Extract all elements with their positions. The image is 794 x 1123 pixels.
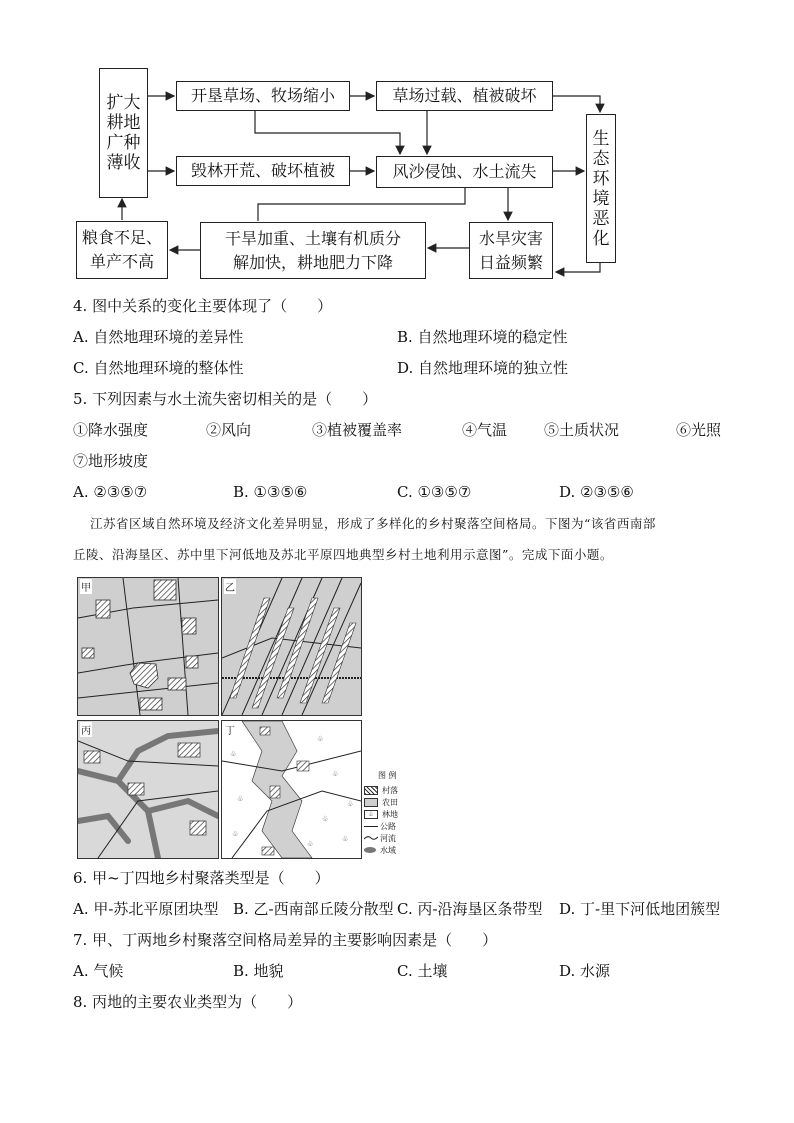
flow-box-eco-deterioration [586,114,616,263]
map-legend [364,770,424,856]
map-bing [77,720,219,859]
svg-text:♧: ♧ [332,770,339,778]
svg-text:♧: ♧ [237,795,244,803]
flow-text: 单产不高 [89,252,154,271]
flow-text: 化 [592,228,610,249]
q5-option-a[interactable]: A. ②③⑤⑦ [73,483,148,501]
intro-line-1: 江苏省区域自然环境及经济文化差异明显，形成了多样化的乡村聚落空间格局。下图为“该省西南部 [90,516,656,531]
legend-label: 水域 [380,845,396,855]
q5-factor-5: ⑤土质状况 [544,421,620,439]
legend-forest [364,808,424,820]
legend-label: 村落 [382,785,398,795]
intro-line-2: 丘陵、沿海垦区、苏中里下河低地及苏北平原四地典型乡村土地利用示意图”。完成下面小题。 [73,547,613,562]
q5-option-d[interactable]: D. ②③⑤⑥ [559,483,634,501]
farmland-swatch [364,798,378,807]
map-jia [77,577,219,716]
legend-title: 图 例 [378,771,397,780]
flow-text: 薄收 [106,153,141,173]
map-ding [221,720,362,859]
svg-text:♧: ♧ [347,800,354,808]
svg-text:♧: ♧ [307,840,314,848]
flow-box-disasters [469,222,553,279]
svg-text:♧: ♧ [322,815,329,823]
q4-option-a[interactable]: A. 自然地理环境的差异性 [73,328,244,346]
svg-text:♧: ♧ [230,750,237,758]
flow-text: 水旱灾害 [478,228,543,248]
flow-text: 恶 [592,208,610,229]
map-jia-drawing [78,578,218,715]
flow-text: 耕地 [106,113,141,133]
q5-factor-7: ⑦地形坡度 [73,452,149,470]
q6-option-a[interactable]: A. 甲-苏北平原团块型 [73,900,219,918]
legend-label: 林地 [382,809,398,819]
legend-label: 公路 [380,821,396,831]
tree-icon: ♧ [364,810,378,819]
legend-road [364,820,424,832]
q7-option-a[interactable]: A. 气候 [73,962,124,980]
q5-factor-2: ②风向 [206,421,252,439]
q7-stem: 7. 甲、丁两地乡村聚落空间格局差异的主要影响因素是（ ） [73,931,498,949]
q8-stem: 8. 丙地的主要农业类型为（ ） [73,993,303,1011]
map-yi-drawing [222,578,361,715]
legend-village [364,784,424,796]
flow-box-reclaim-grassland: 开垦草场、牧场缩小 [176,81,350,111]
legend-label: 农田 [382,797,398,807]
q5-factor-4: ④气温 [462,421,508,439]
svg-text:♧: ♧ [317,735,324,743]
flow-box-deforestation: 毁林开荒、破坏植被 [176,156,350,186]
q7-option-d[interactable]: D. 水源 [559,962,611,980]
q5-option-c[interactable]: C. ①③⑤⑦ [397,483,472,501]
flow-text: 干旱加重、土壤有机质分 [224,228,401,248]
map-label-ding: 丁 [224,722,236,737]
flow-text: 广种 [106,133,141,153]
q7-option-b[interactable]: B. 地貌 [233,962,284,980]
q4-option-d[interactable]: D. 自然地理环境的独立性 [397,359,569,377]
q7-option-c[interactable]: C. 土壤 [397,962,448,980]
q5-option-b[interactable]: B. ①③⑤⑥ [233,483,308,501]
map-label-jia: 甲 [80,579,92,594]
q6-stem: 6. 甲~丁四地乡村聚落类型是（ ） [73,869,330,887]
svg-text:♧: ♧ [342,835,349,843]
flow-box-expand-farmland [99,68,148,198]
flow-text: 生 [592,128,610,149]
legend-farmland [364,796,424,808]
q5-factor-1: ①降水强度 [73,421,149,439]
river-swatch [364,835,378,841]
q4-option-b[interactable]: B. 自然地理环境的稳定性 [397,328,568,346]
flow-box-erosion: 风沙侵蚀、水土流失 [376,156,553,188]
flow-text: 日益频繁 [478,252,543,272]
flow-text: 粮食不足、 [81,228,162,247]
q4-option-c[interactable]: C. 自然地理环境的整体性 [73,359,244,377]
q6-option-c[interactable]: C. 丙-沿海垦区条带型 [397,900,543,918]
village-swatch [364,786,378,795]
map-yi [221,577,362,716]
legend-label: 河流 [380,833,396,843]
road-swatch [364,826,378,827]
map-bing-drawing [78,721,218,858]
q4-stem: 4. 图中关系的变化主要体现了（ ） [73,297,333,315]
q6-option-b[interactable]: B. 乙-西南部丘陵分散型 [233,900,394,918]
map-label-yi: 乙 [224,579,236,594]
map-label-bing: 丙 [80,722,92,737]
water-swatch [364,847,376,853]
flow-box-overgrazing: 草场过载、植被破坏 [376,81,553,111]
q5-stem: 5. 下列因素与水土流失密切相关的是（ ） [73,390,378,408]
q5-factor-3: ③植被覆盖率 [312,421,403,439]
legend-water [364,844,424,856]
flow-box-food-shortage [76,221,168,279]
flow-text: 扩大 [106,93,141,113]
q5-factor-6: ⑥光照 [676,421,722,439]
legend-river [364,832,424,844]
flow-text: 态 [592,148,610,169]
q6-option-d[interactable]: D. 丁-里下河低地团簇型 [559,900,721,918]
flow-text: 环 [592,168,610,189]
flow-text: 解加快，耕地肥力下降 [232,252,393,272]
svg-text:♧: ♧ [232,830,239,838]
flow-box-drought [200,222,426,279]
map-ding-drawing [222,721,361,858]
flow-text: 境 [592,188,610,209]
